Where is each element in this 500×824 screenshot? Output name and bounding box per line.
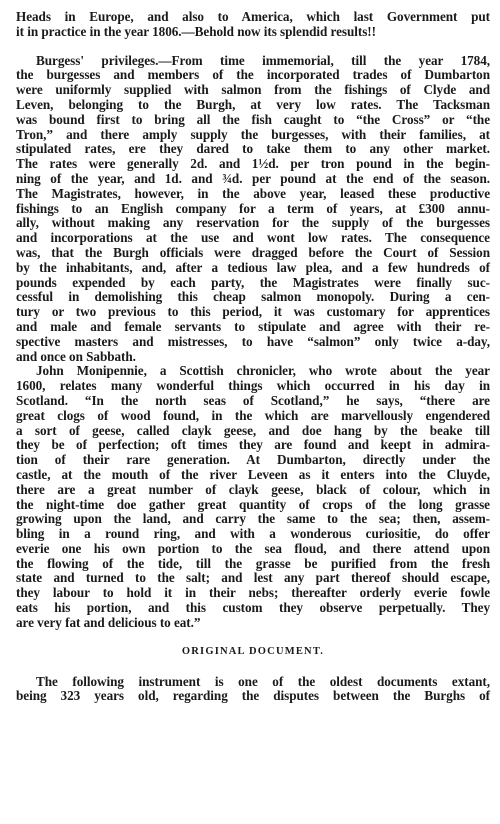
text-line: they be of perfection; oft times they are found and keept in admira- bbox=[16, 437, 490, 453]
text-line: cessful in demolishing this cheap salmon monopoly. During a cen- bbox=[16, 289, 490, 305]
text-line: ning of the year, and 1d. and ¾d. per pound at the end of the season. bbox=[16, 170, 490, 186]
text-line: it in practice in the year 1806.—Behold now its splendid results!! bbox=[16, 23, 376, 39]
text-line: Leven, belonging to the Burgh, at very low rates. The Tacksman bbox=[16, 96, 490, 112]
text-line: by the inhabitants, and, after a tedious law plea, and a few hundreds of bbox=[16, 259, 490, 275]
text-line: The following instrument is one of the oldest documents extant, bbox=[36, 673, 490, 689]
text-line: Scotland. “In the north seas of Scotland,” he says, “there are bbox=[16, 392, 490, 408]
section-heading: ORIGINAL DOCUMENT. bbox=[181, 645, 325, 657]
paragraph-original-document bbox=[16, 675, 490, 705]
text-line: everie one his own portion to the sea floud, and there attend upon bbox=[16, 540, 490, 556]
paragraph-monipennie bbox=[16, 364, 490, 630]
text-line: stipulated rates, ere they dared to take them to any other market. bbox=[16, 141, 490, 157]
text-line: was bound first to bring all the fish caught to “the Cross” or “the bbox=[16, 111, 490, 127]
document-page bbox=[16, 10, 490, 704]
text-line: great clogs of wood found, in the which are marvellously engendered bbox=[16, 407, 490, 423]
text-line: state and turned to the salt; and lest any part thereof should escape, bbox=[16, 570, 490, 586]
text-line: tion of their rare generation. At Dumbarton, directly under the bbox=[16, 452, 490, 468]
text-line: Heads in Europe, and also to America, which last Government put bbox=[16, 9, 490, 24]
text-line: tury or two previous to this period, it was customary for apprentices bbox=[16, 304, 490, 320]
text-line: being 323 years old, regarding the disputes between the Burghs of bbox=[16, 688, 490, 704]
text-line: The rates were generally 2d. and 1½d. per tron pound in the begin- bbox=[16, 156, 490, 172]
text-line: 1600, relates many wonderful things which occurred in his day in bbox=[16, 378, 490, 394]
text-line: spective masters and mistresses, to have “salmon” only twice a-day, bbox=[16, 333, 490, 349]
text-line: the night-time doe gather great quantity of crops of the long grasse bbox=[16, 496, 490, 512]
text-line: ally, without making any reservation for the supply of the burgesses bbox=[16, 215, 490, 231]
text-line: Burgess' privileges.—From time immemorial, till the year 1784, bbox=[36, 52, 490, 68]
text-line: and once on Sabbath. bbox=[16, 348, 136, 364]
text-line: the flowing of the tide, till the grasse be purified from the fresh bbox=[16, 555, 490, 571]
text-line: fishings to an English company for a term of years, at £300 annu- bbox=[16, 200, 490, 216]
paragraph-gap bbox=[16, 40, 490, 54]
text-line: they labour to hold it in their nebs; thereafter orderly everie fowle bbox=[16, 585, 490, 601]
text-line: was, that the Burgh officials were dragged before the Court of Session bbox=[16, 244, 490, 260]
text-line: the burgesses and members of the incorporated trades of Dumbarton bbox=[16, 67, 490, 83]
text-line: and incorporations at the use and wont low rates. The consequence bbox=[16, 230, 490, 246]
text-line: John Monipennie, a Scottish chronicler, who wrote about the year bbox=[36, 363, 490, 379]
text-line: growing upon the land, and carry the same to the sea; then, assem- bbox=[16, 511, 490, 527]
paragraph-continuation bbox=[16, 10, 490, 40]
text-line: a sort of geese, called clayk geese, and doe hang by the beake till bbox=[16, 422, 490, 438]
text-line: are very fat and delicious to eat.” bbox=[16, 614, 201, 630]
text-line: were uniformly supplied with salmon from the fishings of Clyde and bbox=[16, 82, 490, 98]
text-line: and male and female servants to stipulate and agree with their re- bbox=[16, 318, 490, 334]
text-line: The Magistrates, however, in the above year, leased these productive bbox=[16, 185, 490, 201]
text-line: pounds expended by each party, the Magistrates were finally suc- bbox=[16, 274, 490, 290]
text-line: there are a great number of clayk geese, black of colour, which in bbox=[16, 481, 490, 497]
text-line: bling in a round ring, and with a wonderous curiositie, do offer bbox=[16, 526, 490, 542]
text-line: castle, at the mouth of the river Leveen as it enters into the Cluyde, bbox=[16, 466, 490, 482]
paragraph-burgess-privileges bbox=[16, 54, 490, 365]
text-line: eats his portion, and this custom they observe perpetually. They bbox=[16, 600, 490, 616]
text-line: Tron,” and there amply supply the burgesses, with their families, at bbox=[16, 126, 490, 142]
